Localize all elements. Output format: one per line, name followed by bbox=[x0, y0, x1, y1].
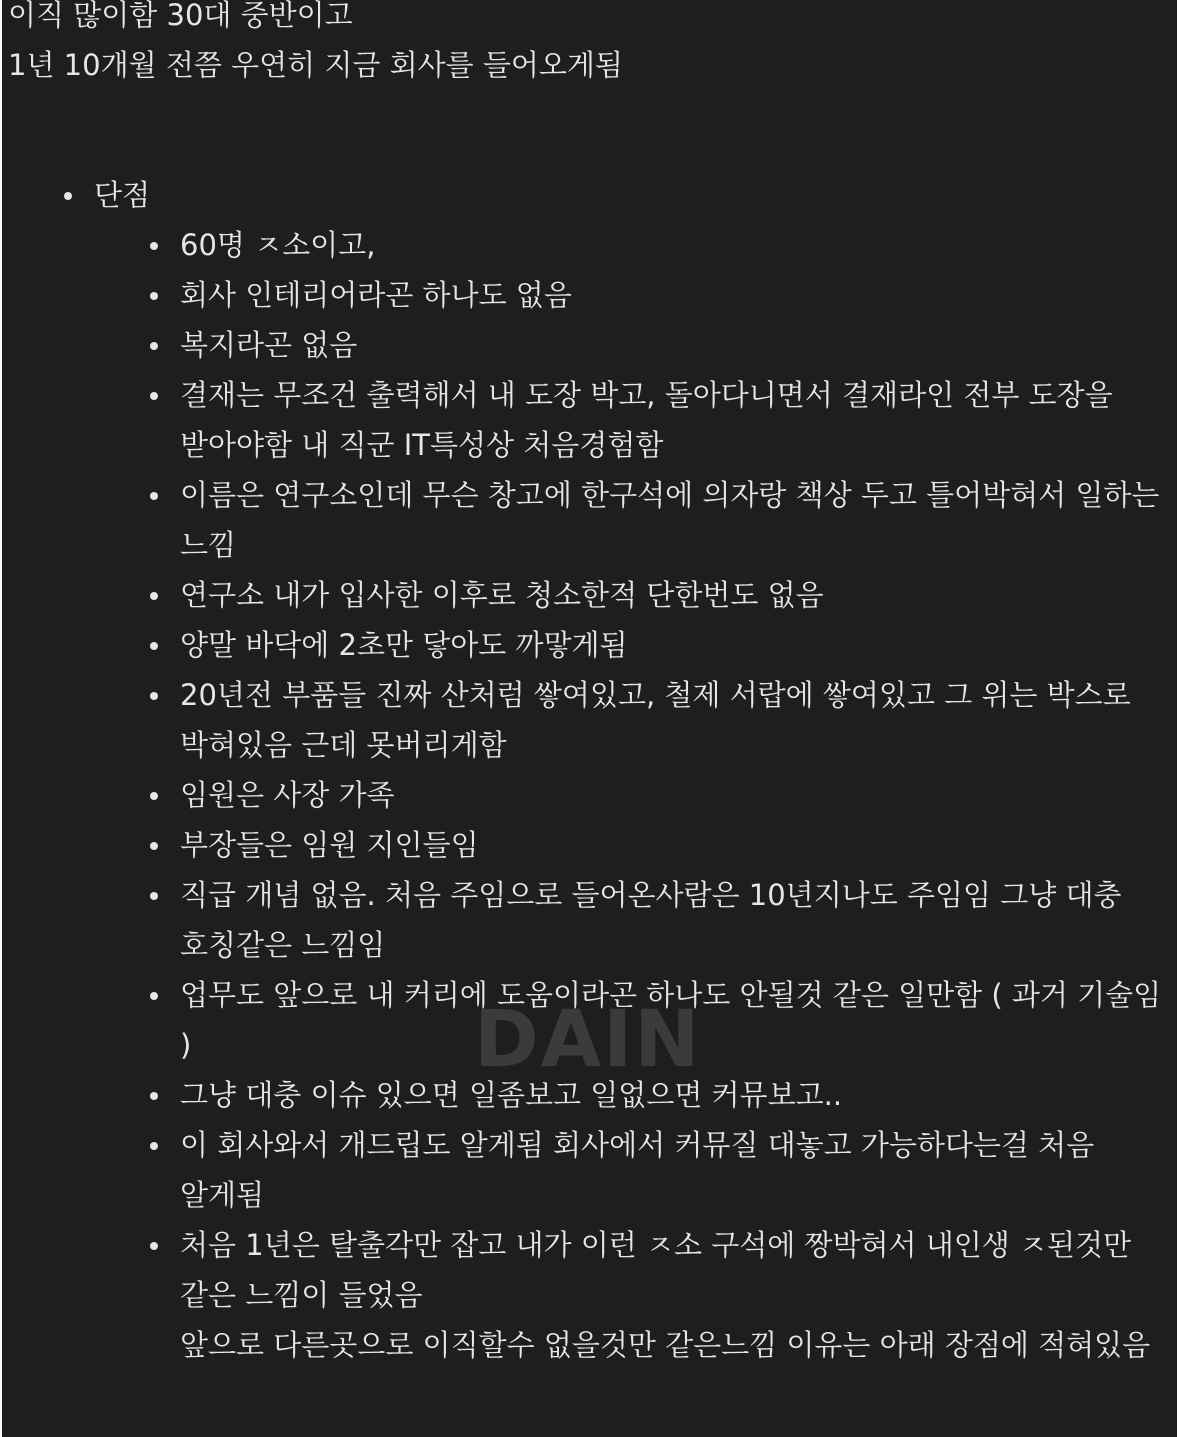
cons-list bbox=[94, 220, 1168, 1370]
list-item: 회사 인테리어라곤 하나도 없음 bbox=[8, 270, 1168, 320]
list-item-section bbox=[8, 170, 1168, 1370]
list-item: 복지라곤 없음 bbox=[8, 320, 1168, 370]
list-item: 처음 1년은 탈출각만 잡고 내가 이런 ㅈ소 구석에 짱박혀서 내인생 ㅈ된것만 같은 느낌이 들었음 앞으로 다른곳으로 이직할수 없을것만 같은느낌 이유는 아래 장점에 적혀있음 bbox=[8, 1220, 1168, 1370]
intro-line-2: 1년 10개월 전쯤 우연히 지금 회사를 들어오게됨 bbox=[8, 48, 623, 82]
spacer bbox=[8, 90, 1168, 170]
list-item: 직급 개념 없음. 처음 주임으로 들어온사람은 10년지나도 주임임 그냥 대충 호칭같은 느낌임 bbox=[8, 870, 1168, 970]
list-item: 이름은 연구소인데 무슨 창고에 한구석에 의자랑 책상 두고 틀어박혀서 일하는 느낌 bbox=[8, 470, 1168, 570]
list-item: 양말 바닥에 2초만 닿아도 까맣게됨 bbox=[8, 620, 1168, 670]
list-item: 부장들은 임원 지인들임 bbox=[8, 820, 1168, 870]
intro-line-1: 이직 많이함 30대 중반이고 bbox=[8, 0, 353, 32]
list-item: 그냥 대충 이슈 있으면 일좀보고 일없으면 커뮤보고.. bbox=[8, 1070, 1168, 1120]
watermark: DAIN bbox=[474, 995, 702, 1085]
outer-list bbox=[8, 170, 1168, 1370]
list-item: 60명 ㅈ소이고, bbox=[8, 220, 1168, 270]
section-title: 단점 bbox=[94, 178, 151, 212]
list-item: 이 회사와서 개드립도 알게됨 회사에서 커뮤질 대놓고 가능하다는걸 처음 알게됨 bbox=[8, 1120, 1168, 1220]
post-body-panel bbox=[2, 0, 1177, 1437]
list-item: 20년전 부품들 진짜 산처럼 쌓여있고, 철제 서랍에 쌓여있고 그 위는 박스로 박혀있음 근데 못버리게함 bbox=[8, 670, 1168, 770]
list-item: 업무도 앞으로 내 커리에 도움이라곤 하나도 안될것 같은 일만함 ( 과거 기술임 ) bbox=[8, 970, 1168, 1070]
list-item: 임원은 사장 가족 bbox=[8, 770, 1168, 820]
list-item: 연구소 내가 입사한 이후로 청소한적 단한번도 없음 bbox=[8, 570, 1168, 620]
post-content bbox=[8, 0, 1168, 1370]
list-item-continuation: 앞으로 다른곳으로 이직할수 없을것만 같은느낌 이유는 아래 장점에 적혀있음 bbox=[180, 1328, 1151, 1362]
list-item: 결재는 무조건 출력해서 내 도장 박고, 돌아다니면서 결재라인 전부 도장을 받아야함 내 직군 IT특성상 처음경험함 bbox=[8, 370, 1168, 470]
